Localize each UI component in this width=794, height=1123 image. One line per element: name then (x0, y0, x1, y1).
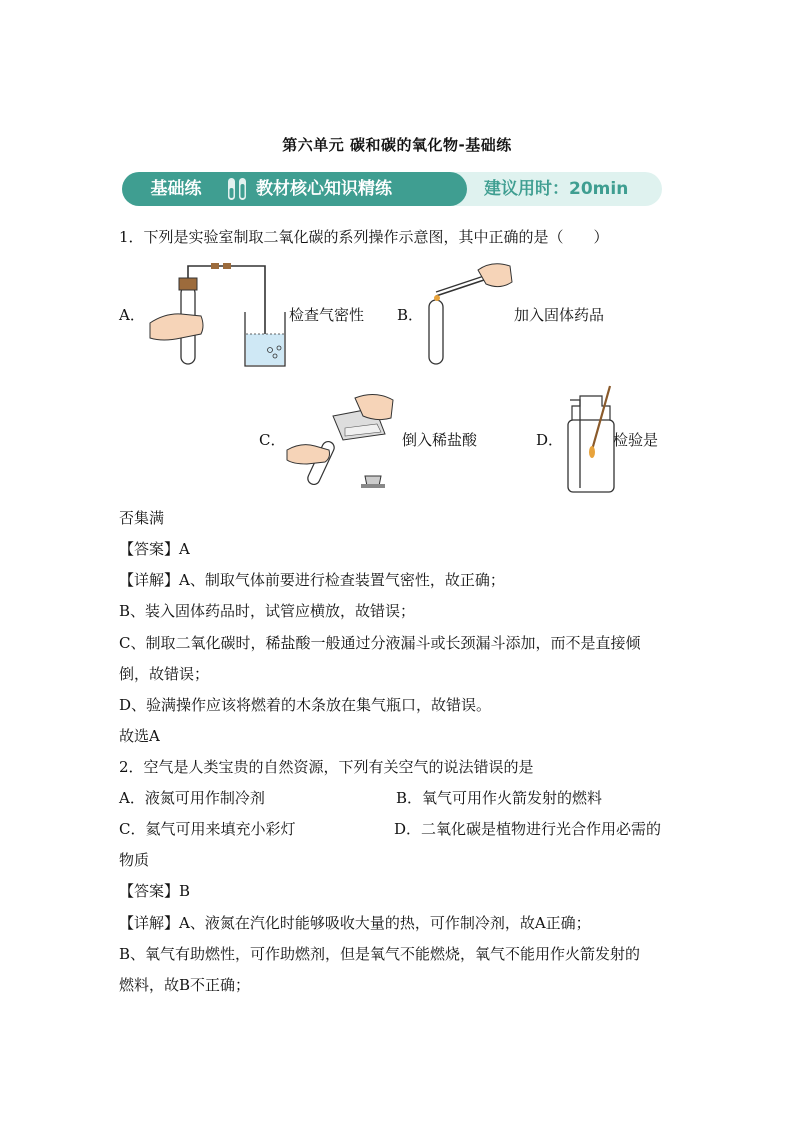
q1-detail-line: 故选A (119, 727, 160, 745)
q1-option-a-text: 检查气密性 (289, 306, 365, 324)
q1-option-b-text: 加入固体药品 (514, 306, 605, 324)
q2-option-c: C．氦气可用来填充小彩灯 (119, 820, 296, 838)
q2-option-b: B．氧气可用作火箭发射的燃料 (396, 789, 603, 807)
q2-option-d-continued: 物质 (119, 851, 150, 869)
q1-detail-line: D、验满操作应该将燃着的木条放在集气瓶口，故错误。 (119, 696, 492, 714)
q1-option-b-letter: B． (397, 306, 424, 324)
banner-left-label: 基础练 (150, 179, 202, 199)
q2-option-d: D．二氧化碳是植物进行光合作用必需的 (394, 820, 662, 838)
banner-right-label: 建议用时：20min (484, 179, 629, 199)
q1-detail-line: B、装入固体药品时，试管应横放，故错误； (119, 602, 416, 620)
page-title: 第六单元 碳和碳的氧化物-基础练 (282, 136, 512, 154)
q1-option-d-letter: D． (536, 431, 564, 449)
q1-detail-line: C、制取二氧化碳时，稀盐酸一般通过分液漏斗或长颈漏斗添加，而不是直接倾 (119, 634, 641, 652)
q1-option-c-text: 倒入稀盐酸 (402, 431, 478, 449)
q2-stem: 2．空气是人类宝贵的自然资源，下列有关空气的说法错误的是 (119, 758, 534, 776)
banner-middle-label: 教材核心知识精练 (256, 179, 392, 199)
pour-dilute-acid-figure (285, 388, 400, 490)
q1-option-d-continued: 否集满 (119, 509, 165, 527)
q2-detail-line: 【详解】A、液氮在汽化时能够吸收大量的热，可作制冷剂，故A正确； (119, 914, 591, 932)
q1-answer: 【答案】A (119, 540, 190, 558)
q2-detail-line: 燃料，故B不正确； (119, 976, 251, 994)
airtightness-check-figure (145, 258, 295, 370)
q1-detail-line: 【详解】A、制取气体前要进行检查装置气密性，故正确； (119, 571, 505, 589)
test-tubes-icon (226, 176, 248, 202)
q2-answer: 【答案】B (119, 882, 191, 900)
q1-stem: 1．下列是实验室制取二氧化碳的系列操作示意图，其中正确的是（ ） (119, 228, 609, 246)
q1-option-a-letter: A． (119, 306, 145, 324)
q1-detail-line: 倒，故错误； (119, 665, 210, 683)
q1-option-d-text: 检验是 (613, 431, 659, 449)
q2-option-a: A．液氮可用作制冷剂 (119, 789, 265, 807)
q2-detail-line: B、氧气有助燃性，可作助燃剂，但是氧气不能燃烧，氧气不能用作火箭发射的 (119, 945, 641, 963)
section-banner (122, 172, 662, 206)
q1-option-c-letter: C． (259, 431, 286, 449)
add-solid-reagent-figure (420, 260, 520, 368)
